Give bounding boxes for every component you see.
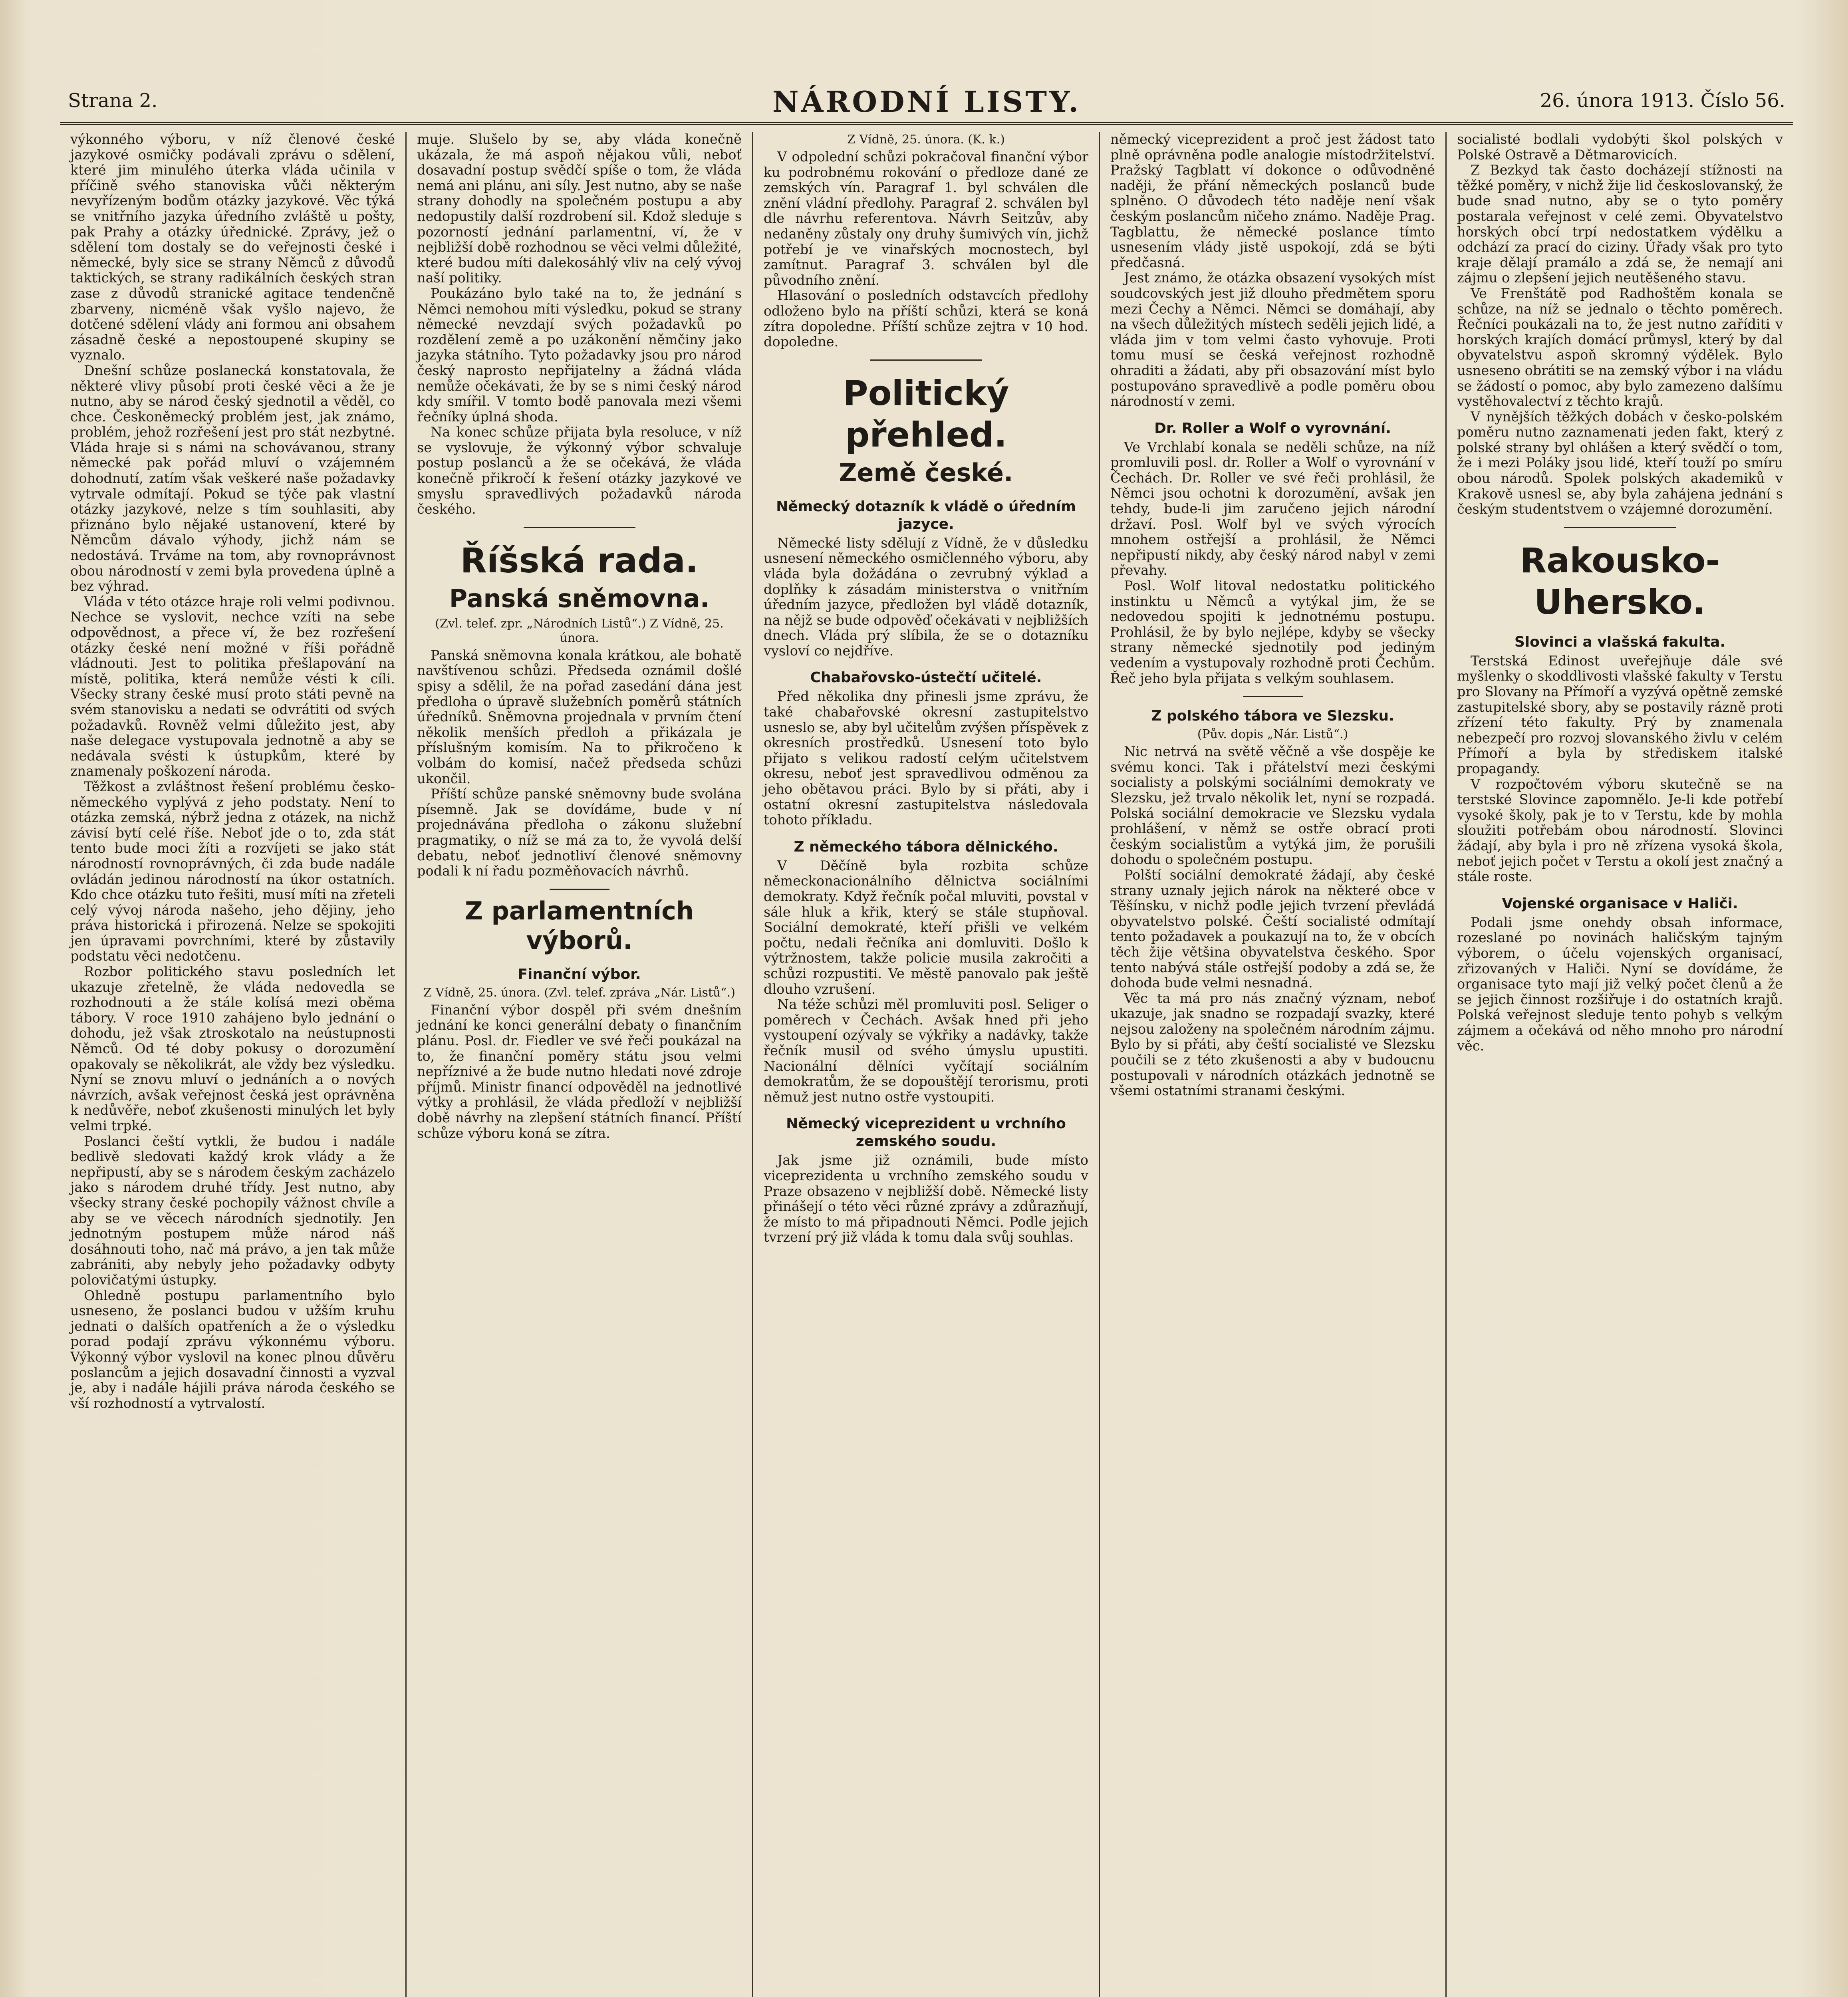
- paragraph: Finanční výbor dospěl při svém dnešním jednání ke konci generální debaty o finančním plánu. Posl. dr. Fiedler ve své řeči poukázal na to, že finanční poměry státu jsou velmi nepříznivé a že bude nutno hledati nové zdroje příjmů. Ministr financí odpověděl na jednotlivé výtky a prohlásil, že vláda předloží v nejbližší době návrhy na zlepšení státních financí. Příští schůze výboru koná se zítra.: [417, 1002, 742, 1141]
- paragraph: Jak jsme již oznámili, bude místo viceprezidenta u vrchního zemského soudu v Praze obsazeno v nejbližší době. Německé listy přinášejí o této věci různé zprávy a zdůrazňují, že místo to má připadnouti Němci. Podle jejich tvrzení prý již vláda k tomu dala svůj souhlas.: [764, 1152, 1088, 1245]
- paragraph: Německé listy sdělují z Vídně, že v důsledku usnesení německého osmičlenného výboru, aby vláda byla dožádána o zevrubný výklad a doplňky k zásadám ministerstva o vnitřním úředním jazyce, předložen byl vládě dotazník, na nějž se bude odpověď očekávati v nejbližších dnech. Vláda prý slíbila, že se o dotazníku vysloví co nejdříve.: [764, 535, 1088, 659]
- paragraph: Hlasování o posledních odstavcích předlohy odloženo bylo na příští schůzi, která se koná zítra dopoledne. Příští schůze zejtra v 10 hod. dopoledne.: [764, 288, 1088, 350]
- dateline: (Pův. dopis „Nár. Listů“.): [1197, 727, 1348, 742]
- paragraph: německý viceprezident a proč jest žádost tato plně oprávněna podle analogie místodržitelství. Pražský Tagblatt ví dokonce o odůvodněné naději, že přání německých poslanců bude splněno. O důvodech této naděje není však českým poslancům ničeho známo. Naděje Prag. Tagblattu, že německé poslance tímto usnesením vlády jistě uspokojí, zdá se býti předčasná.: [1110, 132, 1435, 270]
- column-3: [753, 132, 1100, 1997]
- dateline: Z Vídně, 25. února. (Zvl. telef. zpráva „Nár. Listů“.): [423, 985, 735, 1000]
- paragraph: Nic netrvá na světě věčně a vše dospěje ke svému konci. Tak i přátelství mezi českými socialisty a polskými sociálními demokraty ve Slezsku, jež trvalo několik let, nyní se rozpadá. Polská sociální demokracie ve Slezsku vydala prohlášení, v němž se ostře obrací proti českým socialistům a vytýká jim, že porušili dohodu o společném postupu.: [1110, 744, 1435, 867]
- paragraph: Věc ta má pro nás značný význam, neboť ukazuje, jak snadno se rozpadají svazky, které nejsou založeny na společném národním zájmu. Bylo by si přáti, aby čeští socialisté ve Slezsku poučili se z této zkušenosti a aby v budoucnu postupovali v národních otázkách jednotně se všemi ostatními stranami českými.: [1110, 990, 1435, 1099]
- section-title: Říšská rada.: [460, 540, 699, 581]
- paragraph: Posl. Wolf litoval nedostatku politického instinktu u Němců a vytýkal jim, že se nedovedou spojiti k jednotnému postupu. Prohlásil, že by bylo nejlépe, kdyby se všecky strany německé sjednotily pod jediným vedením a vystupovaly rozhodně proti Čechům. Řeč jeho byla přijata s velkým souhlasem.: [1110, 578, 1435, 686]
- article-title: Z německého tábora dělnického.: [794, 838, 1058, 855]
- article-title: Z parlamentních výborů.: [464, 896, 694, 955]
- paragraph: muje. Slušelo by se, aby vláda konečně ukázala, že má aspoň nějakou vůli, neboť dosavadní postup svědčí spíše o tom, že vláda nemá ani plánu, ani síly. Jest nutno, aby se naše strany dohodly na společném postupu a aby nedopustily další rozdrobení sil. Kdož sleduje s pozorností jednání parlamentní, ví, že v nejbližší době rozhodnou se věci velmi důležité, které budou míti dalekosáhlý vliv na celý vývoj naší politiky.: [417, 132, 742, 286]
- article-divider: [1243, 696, 1303, 697]
- paragraph: V odpolední schůzi pokračoval finanční výbor ku podrobnému rokování o předloze dané ze zemských vín. Paragraf 1. byl schválen dle znění vládní předlohy. Paragraf 2. schválen byl dle návrhu referentova. Návrh Seitzův, aby nedaněny zůstaly ony druhy šumivých vín, jichž potřebí je ve vinařských mocnostech, byl zamítnut. Paragraf 3. schválen byl dle původního znění.: [764, 149, 1088, 288]
- paragraph: Poukázáno bylo také na to, že jednání s Němci nemohou míti výsledku, pokud se strany německé nevzdají svých požadavků po rozdělení země a po uzákonění němčiny jako jazyka státního. Tyto požadavky jsou pro národ český naprosto nepřijatelny a žádná vláda nemůže očekávati, že by se s nimi český národ kdy smířil. V tomto bodě panovala mezi všemi řečníky úplná shoda.: [417, 285, 742, 425]
- paragraph: V rozpočtovém výboru skutečně se na terstské Slovince zapomnělo. Je-li kde potřebí vysoké školy, pak je to v Terstu, kde by mohla sloužiti potřebám obou národností. Slovinci žádají, aby byla i pro ně zřízena vysoká škola, neboť jejich počet v Terstu a okolí jest značný a stále roste.: [1457, 776, 1783, 885]
- paragraph: Těžkost a zvláštnost řešení problému česko-německého vyplývá z jeho podstaty. Není to otázka zemská, nýbrž jedna z otázek, na nichž závisí bytí celé říše. Neboť jde o to, zda stát tento bude moci žíti a rozvíjeti se jako stát národností rovnoprávných, či zda bude nadále ovládán jedinou národností na úkor ostatních. Kdo chce otázku tuto řešiti, musí míti na zřeteli celý vývoj národa našeho, jeho dějiny, jeho práva historická i přirozená. Nelze se spokojiti jen úpravami povrchními, které by zůstavily podstatu věci nedotčenu.: [70, 778, 395, 964]
- paragraph: Terstská Edinost uveřejňuje dále své myšlenky o skoddlivosti vlašské fakulty v Terstu pro Slovany na Přímoří a vyzývá opětně zemské zastupitelské sbory, aby se postavily rázně proti zřízení této fakulty. Prý by znamenala nebezpečí pro rozvoj slovanského živlu v celém Přímoří a byla by střediskem italské propagandy.: [1457, 653, 1783, 776]
- section-title: Politický přehled.: [843, 373, 1009, 455]
- paragraph: Dnešní schůze poslanecká konstatovala, že některé vlivy působí proti české věci a že je nutno, aby se národ český sjednotil a věděl, co chce. Českoněmecký problém jest, jak známo, problém, jehož rozřešení jest pro stát nezbytné. Vláda hraje si s námi na schovávanou, strany německé pak pořád mluví o vzájemném dohodnutí, zatím však veškeré naše požadavky vytrvale odmítají. Pokud se týče pak vlastní otázky jazykové, nelze s tím souhlasiti, aby přiznáno bylo nějaké ustanovení, které by Němcům dávalo výhody, jichž nám se nedostává. Trváme na tom, aby rovnoprávnost obou národností v zemi byla provedena úplně a bez výhrad.: [70, 362, 395, 594]
- paragraph: Poslanci čeští vytkli, že budou i nadále bedlivě sledovati každý krok vlády a že nepřipustí, aby se s národem českým zacházelo jako s národem druhé třídy. Jest nutno, aby všecky strany české pochopily vážnost chvíle a aby se ve věcech národních sjednotily. Jen jednotným postupem může národ náš dosáhnouti toho, nač má právo, a jen tak může zabrániti, aby nebyly jeho požadavky odbyty polovičatými ústupky.: [70, 1133, 395, 1288]
- paragraph: Podali jsme onehdy obsah informace, rozeslané po novinách haličským tajným výborem, o účelu vojenských organisací, zřizovaných v Haliči. Nyní se dovídáme, že organisace tyto mají již velký počet členů a že se jejich činnost rozšiřuje i do ostatních krajů. Polská veřejnost sleduje tento pohyb s velkým zájmem a očekává od něho mnoho pro národní věc.: [1457, 914, 1783, 1054]
- article-title: Chabařovsko-ústečtí učitelé.: [810, 669, 1042, 686]
- column-2: [407, 132, 753, 1997]
- paragraph: V Děčíně byla rozbita schůze německonacionálního dělnictva sociálními demokraty. Když řečník počal mluviti, povstal v sále hluk a křik, který se stále stupňoval. Sociální demokraté, kteří přišli ve velkém počtu, nedali řečníka ani domluviti. Došlo k výtržnostem, takže policie musila zakročiti a schůzi rozpustiti. Ve městě panovalo pak ještě dlouho vzrušení.: [764, 858, 1088, 997]
- section-divider: [870, 359, 982, 361]
- section-divider: [1564, 527, 1676, 528]
- paper-title: NÁRODNÍ LISTY.: [772, 85, 1081, 119]
- paragraph: Na téže schůzi měl promluviti posl. Seliger o poměrech v Čechách. Avšak hned při jeho vystoupení ozývaly se výkřiky a nadávky, takže řečník musil od svého úmyslu upustiti. Nacionální dělníci vyčítají sociálním demokratům, že se dopouštějí terorismu, proti němuž jest nutno ostře vystoupiti.: [764, 997, 1088, 1105]
- paragraph: Ve Vrchlabí konala se neděli schůze, na níž promluvili posl. dr. Roller a Wolf o vyrovnání v Čechách. Dr. Roller ve své řeči prohlásil, že Němci jsou ochotni k dorozumění, avšak jen tehdy, bude-li jim zaručeno jejich národní državí. Posl. Wolf byl ve svých výrocích mnohem ostřejší a prohlásil, že Němci nepřipustí nikdy, aby český národ nabyl v zemi převahy.: [1110, 439, 1435, 578]
- paragraph: Ohledně postupu parlamentního bylo usneseno, že poslanci budou v užším kruhu jednati o dalších opatřeních a že o výsledku porad podají zprávu výkonnému výboru. Výkonný výbor vyslovil na konec plnou důvěru poslancům a jejich dosavadní činnosti a vyzval je, aby i nadále hájili práva národa českého se vší rozhodností a vytrvalostí.: [70, 1287, 395, 1411]
- paragraph: Příští schůze panské sněmovny bude svolána písemně. Jak se dovídáme, bude v ní projednávána předloha o zákonu služební pragmatiky, o níž se má za to, že vyvolá delší debatu, neboť jednotliví členové sněmovny podali k ní řadu pozměňovacích návrhů.: [417, 786, 742, 879]
- paragraph: V nynějších těžkých dobách v česko-polském poměru nutno zaznamenati jeden fakt, který z polské strany byl ohlášen a který svědčí o tom, že i mezi Poláky jsou lidé, kteří touží po smíru obou národů. Spolek polských akademiků v Krakově usnesl se, aby byla zahájena jednání s českým studentstvem o vzájemné dorozumění.: [1457, 409, 1783, 517]
- dateline: (Zvl. telef. zpr. „Národních Listů“.) Z Vídně, 25. února.: [435, 616, 724, 645]
- columns: [60, 132, 1793, 1997]
- paragraph: Jest známo, že otázka obsazení vysokých míst soudcovských jest již dlouho předmětem sporu mezi Čechy a Němci. Němci se domáhají, aby na všech důležitých místech seděli jejich lidé, a vláda jim v tom velmi často vyhovuje. Proti tomu musí se česká veřejnost rozhodně ohraditi a žádati, aby při obsazování míst bylo postupováno spravedlivě a podle poměru obou národností v zemi.: [1110, 270, 1435, 409]
- paragraph: Z Bezkyd tak často docházejí stížnosti na těžké poměry, v nichž žije lid českoslovanský, že bude snad nutno, aby se o tyto poměry postarala veřejnost v celé zemi. Obyvatelstvo horských obcí trpí nedostatkem výdělku a odchází za prací do ciziny. Úřady však pro tyto kraje dělají pramálo a zdá se, že nemají ani zájmu o zlepšení jejich neutěšeného stavu.: [1457, 162, 1783, 286]
- column-4: [1100, 132, 1447, 1997]
- article-title: Německý viceprezident u vrchního zemského soudu.: [786, 1116, 1066, 1150]
- article-title: Z polského tábora ve Slezsku.: [1151, 708, 1394, 725]
- paragraph: Panská sněmovna konala krátkou, ale bohatě navštívenou schůzi. Předseda oznámil došlé spisy a sdělil, že na pořad zasedání dána jest předloha o úpravě služebních poměrů státních úředníků. Sněmovna projednala v prvním čtení několik menších předloh a přikázala je příslušným komisím. Na to přikročeno k volbám do komisí, načež předseda schůzi ukončil.: [417, 647, 742, 786]
- paragraph: socialisté bodlali vydobýti škol polských v Polské Ostravě a Dětmarovicích.: [1457, 132, 1783, 163]
- date-issue: 26. února 1913. Číslo 56.: [1540, 89, 1785, 112]
- dateline: Z Vídně, 25. února. (K. k.): [847, 133, 1005, 147]
- article-subtitle: Finanční výbor.: [518, 966, 641, 983]
- article-divider: [550, 889, 609, 890]
- article-title: Dr. Roller a Wolf o vyrovnání.: [1154, 420, 1391, 437]
- paragraph: Na konec schůze přijata byla resoluce, v níž se vyslovuje, že výkonný výbor schvaluje postup poslanců a že se očekává, že vláda konečně přikročí k řešení otázky jazykové ve smyslu spravedlivých požadavků národa českého.: [417, 424, 742, 517]
- paragraph: Rozbor politického stavu posledních let ukazuje zřetelně, že vláda nedovedla se rozhodnouti a že stále kolísá mezi oběma tábory. V roce 1910 zahájeno bylo jednání o dohodu, jež však ztroskotalo na neústupnosti Němců. Od té doby pokusy o dorozumění opakovaly se několikrát, ale vždy bez výsledku. Nyní se znovu mluví o jednáních a o nových návrzích, avšak veřejnost česká jest oprávněna k nedůvěře, neboť zkušenosti minulých let byly velmi trpké.: [70, 964, 395, 1133]
- paragraph: výkonného výboru, v níž členové české jazykové osmičky podávali zprávu o sdělení, které jim minulého úterka vláda učinila v příčině svého stanoviska vůči některým nevyřízeným bodům otázky jazykové. Věc týká se vnitřního jazyka úředního zvláště u pošty, pak Prahy a otázky úřednické. Zprávy, jež o sdělení tom dostaly se do veřejnosti české i německé, byly sice se strany Němců z důvodů taktických, se strany radikálních českých stran zase z důvodů stranické agitace tendenčně zbarveny, nicméně však vyšlo najevo, že dotčené sdělení vlády ani formou ani obsahem zásadně české a nepostoupené skupiny se vyznalo.: [70, 132, 395, 363]
- masthead: [60, 84, 1793, 125]
- section-divider: [524, 527, 635, 528]
- section-subtitle: Panská sněmovna.: [449, 584, 710, 613]
- column-1: [60, 132, 407, 1997]
- section-title: Rakousko-Uhersko.: [1520, 540, 1720, 622]
- section-subtitle: Země české.: [839, 458, 1013, 487]
- article-title: Slovinci a vlašská fakulta.: [1514, 633, 1726, 650]
- paragraph: Před několika dny přinesli jsme zprávu, že také chabařovské okresní zastupitelstvo usneslo se, aby byl učitelům zvýšen příspěvek z okresních prostředků. Usnesení toto bylo přijato s velikou radostí celým učitelstvem okresu, neboť jest spravedlivou odměnou za jeho obětavou práci. Bylo by si přáti, aby i ostatní okresní zastupitelstva následovala tohoto příkladu.: [764, 689, 1088, 828]
- paragraph: Polští sociální demokraté žádají, aby české strany uznaly jejich nárok na některé obce v Těšínsku, v nichž podle jejich tvrzení převládá obyvatelstvo polské. Čeští socialisté odmítají tento požadavek a poukazují na to, že v obcích těch žije většina obyvatelstva českého. Spor tento nabývá stále ostřejší podoby a zdá se, že dohoda bude velmi nesnadná.: [1110, 867, 1435, 991]
- paragraph: Vláda v této otázce hraje roli velmi podivnou. Nechce se vyslovit, nechce vzíti na sebe odpovědnost, a přece ví, že bez rozřešení otázky české není možné v říši pořádně vládnouti. Jest to politika přešlapování na místě, politika, která nemůže vésti k cíli. Všecky strany české musí proto státi pevně na svém stanovisku a nedati se odvrátiti od svých požadavků. Rovněž velmi důležito jest, aby naše delegace vystupovala jednotně a aby se nedávala svésti k ústupkům, které by znamenaly poškození národa.: [70, 594, 395, 779]
- article-title: Německý dotazník k vládě o úředním jazyce.: [776, 498, 1076, 532]
- paragraph: Ve Frenštátě pod Radhoštěm konala se schůze, na níž se jednalo o těchto poměrech. Řečníci poukázali na to, že jest nutno zaříditi v horských krajích domácí průmysl, který by dal obyvatelstvu aspoň skromný výdělek. Bylo usneseno obrátiti se na zemský výbor i na vládu se žádostí o pomoc, aby bylo zamezeno dalšímu vystěhovalectví z těchto krajů.: [1457, 285, 1783, 409]
- article-title: Vojenské organisace v Haliči.: [1502, 895, 1738, 912]
- column-5: [1447, 132, 1793, 1997]
- page-label: Strana 2.: [68, 89, 158, 112]
